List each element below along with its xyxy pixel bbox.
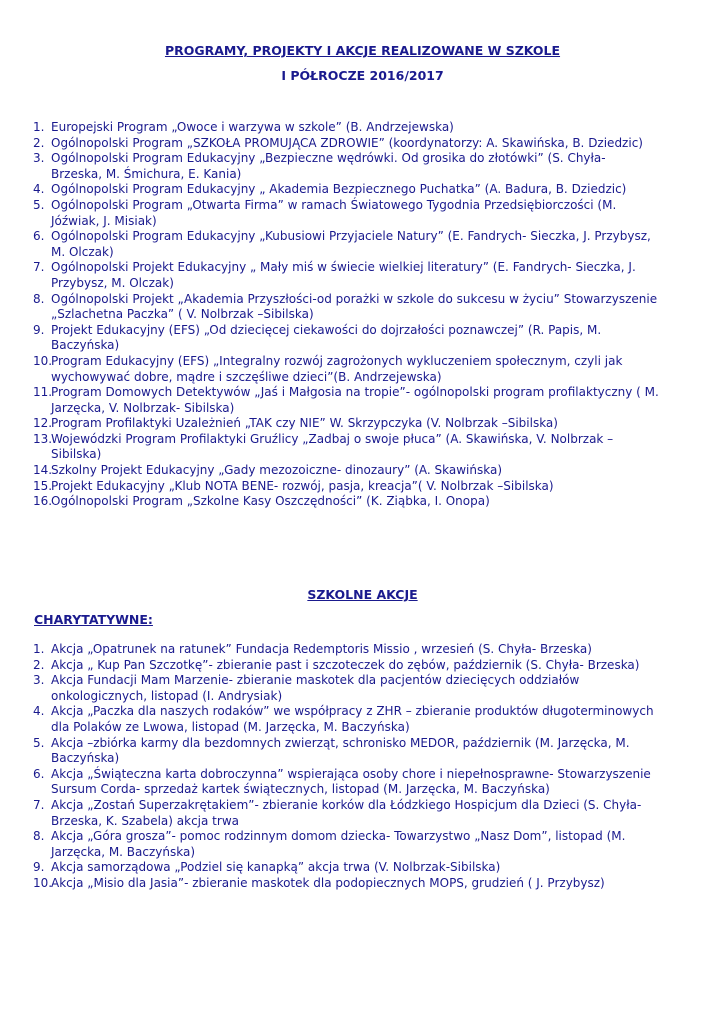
program-item <box>0 260 660 291</box>
item-text: Projekt Edukacyjny „Klub NOTA BENE- rozwój, pasja, kreacja”( V. Nolbrzak –Sibilska) <box>51 478 554 493</box>
item-text: Europejski Program „Owoce i warzywa w szkole” (B. Andrzejewska) <box>51 120 454 134</box>
programs-list <box>0 120 660 510</box>
item-text: Akcja –zbiórka karmy dla bezdomnych zwierząt, schronisko MEDOR, październik (M. Jarzęcka, M. Baczyńska) <box>51 735 630 766</box>
action-item <box>0 704 660 735</box>
item-text: Wojewódzki Program Profilaktyki Gruźlicy „Zadbaj o swoje płuca” (A. Skawińska, V. Nolbrzak –Sibilska) <box>51 431 614 462</box>
program-item <box>0 416 660 432</box>
item-text: Ogólnopolski Program „Otwarta Firma” w ramach Światowego Tygodnia Przedsiębiorczości (M. Jóźwiak, J. Misiak) <box>51 197 617 228</box>
program-item <box>0 182 660 198</box>
item-text: Akcja „Góra grosza”- pomoc rodzinnym domom dziecka- Towarzystwo „Nasz Dom”, listopad (M. Jarzęcka, M. Baczyńska) <box>51 829 626 859</box>
action-item <box>0 860 660 876</box>
item-text: Akcja Fundacji Mam Marzenie- zbieranie maskotek dla pacjentów dziecięcych oddziałów onkologicznych, listopad (I. Andrysiak) <box>51 673 580 703</box>
program-item <box>0 432 660 463</box>
item-text: Akcja „Zostań Superzakrętakiem”- zbieranie korków dla Łódzkiego Hospicjum dla Dzieci (S. Chyła- Brzeska, K. Szabela) akcja trwa <box>51 797 642 828</box>
action-item <box>0 798 660 829</box>
item-text: Akcja „Misio dla Jasia”- zbieranie maskotek dla podopiecznych MOPS, grudzień ( J. Przybysz) <box>51 875 605 890</box>
action-item <box>0 767 660 798</box>
item-text: Program Edukacyjny (EFS) „Integralny rozwój zagrożonych wykluczeniem społecznym, czyli jak wychowywać dobre, mądre i szczęśliwe dzieci”(B. Andrzejewska) <box>51 353 623 384</box>
item-text: Projekt Edukacyjny (EFS) „Od dziecięcej ciekawości do dojrzałości poznawczej” (R. Papis, M. Baczyńska) <box>51 322 602 353</box>
item-number: 8. <box>33 291 45 306</box>
item-number: 1. <box>33 642 45 656</box>
page-title: PROGRAMY, PROJEKTY I AKCJE REALIZOWANE W SZKOLE <box>164 43 561 58</box>
actions-list <box>0 642 660 892</box>
item-text: Szkolny Projekt Edukacyjny „Gady mezozoiczne- dinozaury” (A. Skawińska) <box>51 463 503 478</box>
item-number: 2. <box>33 135 45 150</box>
item-number: 15. <box>33 478 53 493</box>
item-number: 2. <box>33 657 45 672</box>
action-item <box>0 658 660 674</box>
program-item <box>0 463 660 479</box>
item-text: Ogólnopolski Program „SZKOŁA PROMUJĄCA ZDROWIE” (koordynatorzy: A. Skawińska, B. Dziedzic) <box>51 135 643 150</box>
item-number: 14. <box>33 463 53 478</box>
item-number: 4. <box>33 182 45 197</box>
item-text: Ogólnopolski Projekt Edukacyjny „ Mały miś w świecie wielkiej literatury” (E. Fandrych- Sieczka, J. Przybysz, M. Olczak) <box>51 260 636 290</box>
item-text: Program Domowych Detektywów „Jaś i Małgosia na tropie”- ogólnopolski program profilaktyczny ( M. Jarzęcka, V. Nolbrzak- Sibilska) <box>51 385 659 415</box>
program-item <box>0 385 660 416</box>
item-number: 3. <box>33 151 45 166</box>
item-number: 9. <box>33 322 45 337</box>
item-text: Akcja „ Kup Pan Szczotkę”- zbieranie past i szczoteczek do zębów, październik (S. Chyła- Brzeska) <box>51 657 640 672</box>
item-number: 3. <box>33 673 45 688</box>
item-number: 9. <box>33 860 45 875</box>
program-item <box>0 198 660 229</box>
program-item <box>0 136 660 152</box>
item-number: 4. <box>33 704 45 719</box>
program-item <box>0 479 660 495</box>
item-number: 5. <box>33 735 45 750</box>
program-item <box>0 494 660 510</box>
program-item <box>0 354 660 385</box>
action-item <box>0 736 660 767</box>
item-text: Ogólnopolski Program „Szkolne Kasy Oszczędności” (K. Ziąbka, I. Onopa) <box>51 494 490 509</box>
section-subheading: CHARYTATYWNE: <box>34 612 153 627</box>
item-number: 7. <box>33 797 45 812</box>
item-number: 10. <box>33 875 53 890</box>
item-number: 10. <box>33 353 53 368</box>
item-text: Program Profilaktyki Uzależnień „TAK czy NIE” W. Skrzypczyka (V. Nolbrzak –Sibilska) <box>51 416 558 431</box>
item-number: 1. <box>33 120 45 134</box>
item-text: Ogólnopolski Program Edukacyjny „Kubusiowi Przyjaciele Natury” (E. Fandrych- Sieczka, J. Przybysz, M. Olczak) <box>51 229 651 259</box>
item-number: 16. <box>33 494 53 509</box>
section-title: SZKOLNE AKCJE <box>307 587 418 602</box>
item-text: Akcja „Paczka dla naszych rodaków” we współpracy z ZHR – zbieranie produktów długoterminowych dla Polaków ze Lwowa, listopad (M. Jarzęcka, M. Baczyńska) <box>51 704 654 734</box>
item-text: Akcja „Opatrunek na ratunek” Fundacja Redemptoris Missio , wrzesień (S. Chyła- Brzeska) <box>51 642 592 656</box>
item-text: Ogólnopolski Projekt „Akademia Przyszłości-od porażki w szkole do sukcesu w życiu” Stowarzyszenie „Szlachetna Paczka” ( V. Nolbrzak –Sibilska) <box>51 291 658 322</box>
action-item <box>0 829 660 860</box>
action-item <box>0 642 660 658</box>
program-item <box>0 323 660 354</box>
program-item <box>0 120 660 136</box>
item-text: Akcja samorządowa „Podziel się kanapką” akcja trwa (V. Nolbrzak-Sibilska) <box>51 860 501 875</box>
item-text: Ogólnopolski Program Edukacyjny „ Akademia Bezpiecznego Puchatka” (A. Badura, B. Dziedzic) <box>51 182 627 197</box>
item-number: 13. <box>33 431 53 446</box>
item-number: 11. <box>33 385 53 400</box>
action-item <box>0 876 660 892</box>
item-number: 5. <box>33 197 45 212</box>
program-item <box>0 151 660 182</box>
item-text: Akcja „Świąteczna karta dobroczynna” wspierająca osoby chore i niepełnosprawne- Stowarzyszenie Sursum Corda- sprzedaż kartek świątecznych, listopad (M. Jarzęcka, M. Baczyńska) <box>51 766 651 797</box>
item-number: 7. <box>33 260 45 275</box>
program-item <box>0 229 660 260</box>
item-number: 6. <box>33 229 45 244</box>
program-item <box>0 292 660 323</box>
item-number: 6. <box>33 766 45 781</box>
page-subtitle: I PÓŁROCZE 2016/2017 <box>281 68 444 83</box>
item-number: 12. <box>33 416 53 431</box>
item-number: 8. <box>33 829 45 844</box>
item-text: Ogólnopolski Program Edukacyjny „Bezpieczne wędrówki. Od grosika do złotówki” (S. Chyła- Brzeska, M. Śmichura, E. Kania) <box>51 151 606 181</box>
action-item <box>0 673 660 704</box>
